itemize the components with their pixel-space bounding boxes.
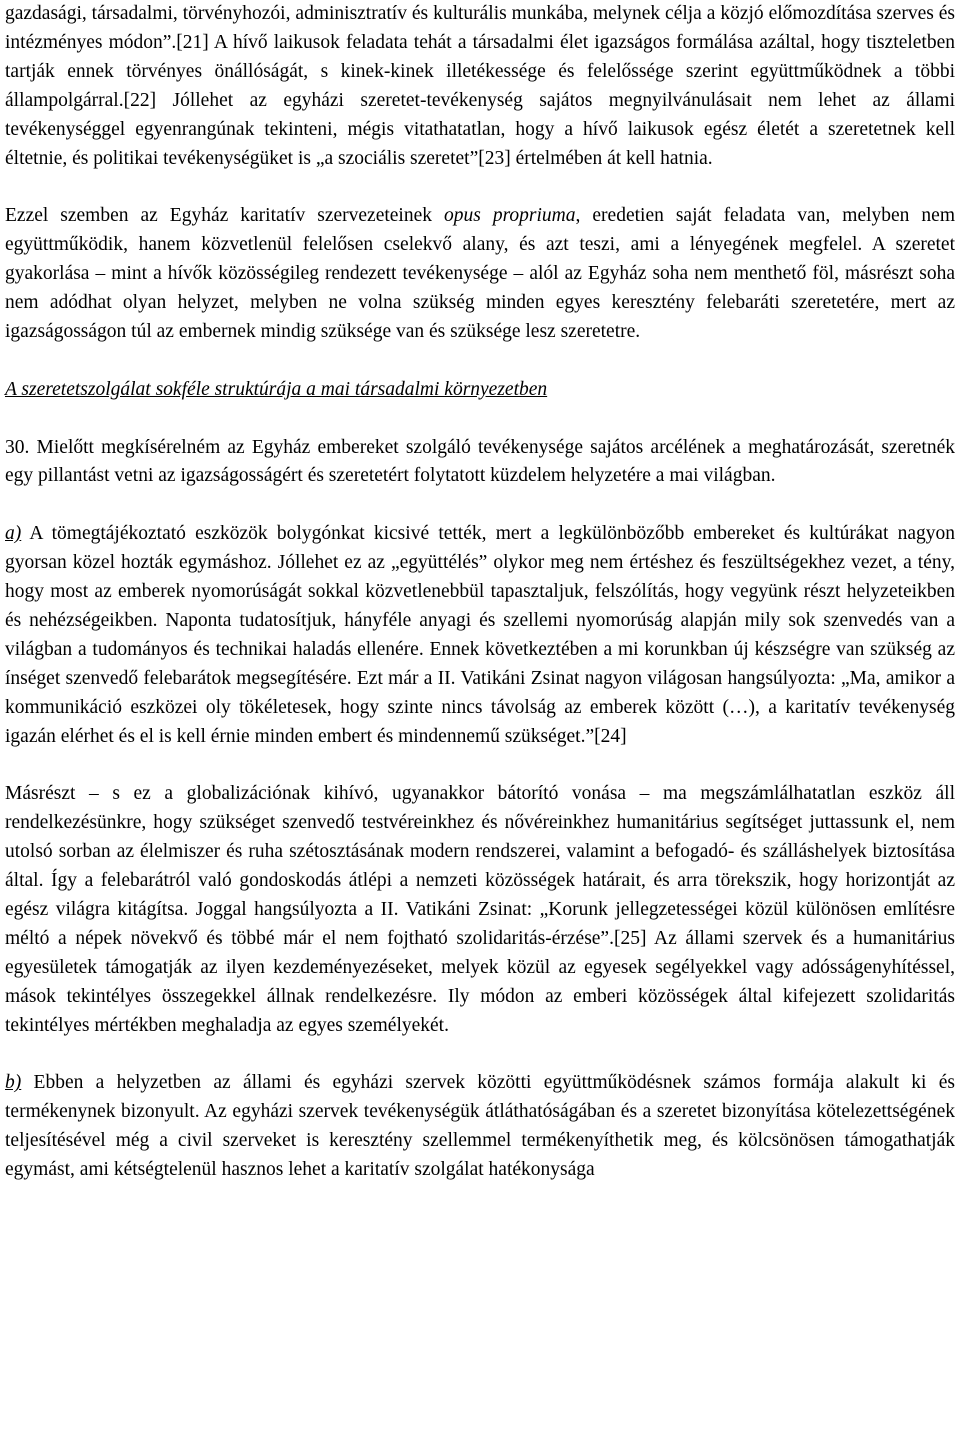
section-heading: A szeretetszolgálat sokféle struktúrája a mai társadalmi környezetben bbox=[5, 378, 548, 400]
paragraph-laity-role bbox=[5, 0, 955, 173]
paragraph-a bbox=[5, 520, 955, 751]
paragraph-text: Ezzel szemben az Egyház karitatív szervezeteinek bbox=[5, 205, 444, 227]
paragraph-30: 30. Mielőtt megkísérelném az Egyház embereket szolgáló tevékenysége sajátos arcélének a meghatározását, szeretnék egy pillantást vetni az igazságosságért és szeretetért folytatott küzdelem helyzetére a mai világban. bbox=[5, 436, 955, 487]
paragraph-opus-proprium bbox=[5, 202, 955, 347]
paragraph-b bbox=[5, 1069, 955, 1185]
paragraph-globalization: Másrészt – s ez a globalizációnak kihívó, ugyanakkor bátorító vonása – ma megszámlálhatatlan eszköz áll rendelkezésünkre, hogy szükséget szenvedő testvéreinkhez és nővéreinkhez humanitárius segítséget juttassunk el, nem utolsó sorban az élelmiszer és ruha szétosztásának modern rendszerei, valamint a befogadó- és szálláshelyek biztosítása által. Így a felebarátról való gondoskodás átlépi a nemzeti közösségek határait, és arra törekszik, hogy horizontját az egész világra kitágítsa. Joggal hangsúlyozta a II. Vatikáni Zsinat: „Korunk jellegzetességei közül különösen említésre méltó a népek növekvő és többé már el nem fojtható szolidaritás-érzése”.[25] Az állami szervek és a humanitárius egyesületek támogatják az ilyen kezdeményezéseket, melyek közül az egyesek segélyekkel vagy adósságenyhítéssel, mások tekintélyes összegekkel állnak rendelkezésre. Ily módon az emberi közösségek által kifejezett szolidaritás tekintélyes mértékben meghaladja az egyes személyekét. bbox=[5, 783, 955, 1036]
document-page bbox=[5, 0, 955, 1185]
paragraph-text: Ebben a helyzetben az állami és egyházi szervek közötti együttműködésnek számos formája alakult ki és termékenynek bizonyult. Az egyházi szervek tevékenységük átláthatóságában és a szeretet bizonyítása kötelezettségének teljesítésével még a civil szerveket is keresztény szellemmel termékenyíthetik meg, és kölcsönösen támogathatják egymást, ami kétségtelenül hasznos lehet a karitatív szolgálat hatékonysága bbox=[5, 1072, 955, 1181]
item-label-a: a) bbox=[5, 523, 22, 545]
paragraph-text: [22] Jóllehet az egyházi szeretet-tevékenység sajátos megnyilvánulásait nem lehet az állami tevékenységgel egyenrangúnak tekinteni, mégis vitathatatlan, hogy a hívő laikusok egész életét a szeretetnek kell éltetnie, és politikai tevékenységüket is „a szociális szeretet”[23] értelmében át kell hatnia. bbox=[5, 89, 955, 169]
italic-term: opus propriuma bbox=[443, 205, 576, 227]
item-label-b: b) bbox=[5, 1072, 22, 1094]
paragraph-text: gazdasági, társadalmi, törvényhozói, adminisztratív és kulturális munkába, melynek célja a közjó előmozdítása szerves és intézményes módon”.[21] A hívő laikusok feladata tehát a társadalmi élet igazságos formálása azáltal, hogy tiszteletben tartják ennek törvényes önállóságát, s kinek-kinek illetékessége és felelőssége szerint együttműködnek a többi állampolgárral. bbox=[5, 3, 955, 111]
paragraph-text: A tömegtájékoztató eszközök bolygónkat kicsivé tették, mert a legkülönbözőbb embereket és kultúrákat nagyon gyorsan közel hozták egymáshoz. Jóllehet ez az „együttélés” olykor meg nem értéshez és feszültségekhez vezet, a tény, hogy most az emberek nyomorúságát sokkal közvetlenebbül tapasztaljuk, felszólítás, hogy vegyünk részt helyzeteikben és nehézségeikben. Naponta tudatosítjuk, hányféle anyagi és szellemi nyomorúság alapján mily sok szenvedés van a világban a tudományos és technikai haladás ellenére. Ennek következtében a mi korunkban új készségre van szükség az ínséget szenvedő felebarátok megsegítésére. Ezt már a II. Vatikáni Zsinat nagyon világosan hangsúlyozta: „Ma, amikor a kommunikáció eszközei oly tökéletesek, hogy szinte nincs távolság az emberek között (…), a karitatív tevékenység igazán elérhet és el is kell érnie minden embert és mindennemű szükséget.”[24] bbox=[5, 523, 955, 747]
paragraph-text: , eredetien saját feladata van, melyben nem együttműködik, hanem közvetlenül felelősen cselekvő alany, és azt teszi, ami a lényegének megfelel. A szeretet gyakorlása – mint a hívők közösségileg rendezett tevékenysége – alól az Egyház soha nem menthető föl, másrészt soha nem adódhat olyan helyzet, melyben ne volna szükség minden egyes keresztény felebaráti szeretetére, mert az igazságosságon túl az embernek mindig szüksége van és szüksége lesz szeretetre. bbox=[5, 205, 955, 342]
